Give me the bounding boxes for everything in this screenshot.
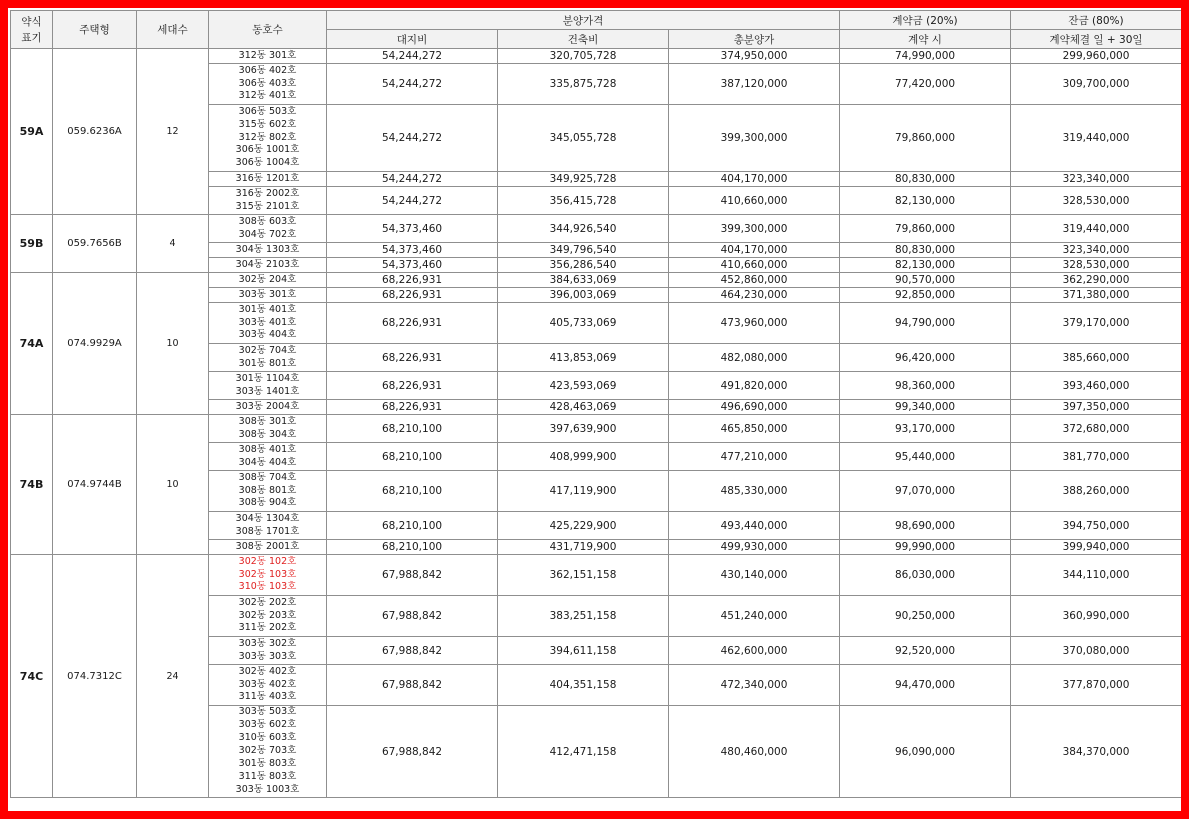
unit-numbers-cell <box>209 187 327 215</box>
header-households: 세대수 <box>137 11 209 49</box>
building-cost-cell: 397,639,900 <box>498 415 669 443</box>
balance-cell: 371,380,000 <box>1011 288 1182 303</box>
unit-number: 304동 1303호 <box>235 243 300 255</box>
unit-number: 312동 401호 <box>238 90 297 102</box>
land-cost-cell: 68,210,100 <box>327 415 498 443</box>
deposit-cell: 95,440,000 <box>840 443 1011 471</box>
total-price-cell: 496,690,000 <box>669 400 840 415</box>
unit-number: 303동 2004호 <box>235 400 300 412</box>
land-cost-cell: 54,244,272 <box>327 49 498 64</box>
unit-number: 306동 1001호 <box>235 144 300 156</box>
unit-numbers-cell <box>209 372 327 400</box>
household-count-cell: 10 <box>137 273 209 415</box>
total-price-cell: 399,300,000 <box>669 105 840 172</box>
building-cost-cell: 425,229,900 <box>498 512 669 540</box>
land-cost-cell: 68,210,100 <box>327 471 498 512</box>
balance-cell: 370,080,000 <box>1011 637 1182 665</box>
land-cost-cell: 54,244,272 <box>327 187 498 215</box>
balance-cell: 385,660,000 <box>1011 344 1182 372</box>
land-cost-cell: 67,988,842 <box>327 637 498 665</box>
type-abbrev: 59B <box>11 215 53 273</box>
unit-number: 316동 1201호 <box>235 172 300 184</box>
building-cost-cell: 417,119,900 <box>498 471 669 512</box>
housing-type-cell: 074.7312C <box>53 555 137 798</box>
balance-cell: 393,460,000 <box>1011 372 1182 400</box>
unit-number: 304동 1304호 <box>235 512 300 524</box>
building-cost-cell: 408,999,900 <box>498 443 669 471</box>
unit-number: 311동 202호 <box>238 622 297 634</box>
unit-number: 302동 703호 <box>238 745 297 757</box>
land-cost-cell: 68,210,100 <box>327 443 498 471</box>
total-price-cell: 473,960,000 <box>669 303 840 344</box>
land-cost-cell: 68,226,931 <box>327 372 498 400</box>
total-price-cell: 482,080,000 <box>669 344 840 372</box>
table-row <box>11 215 1182 243</box>
building-cost-cell: 320,705,728 <box>498 49 669 64</box>
land-cost-cell: 67,988,842 <box>327 665 498 706</box>
land-cost-cell: 54,244,272 <box>327 105 498 172</box>
balance-cell: 377,870,000 <box>1011 665 1182 706</box>
unit-number: 304동 404호 <box>238 456 297 468</box>
deposit-cell: 94,470,000 <box>840 665 1011 706</box>
building-cost-cell: 344,926,540 <box>498 215 669 243</box>
unit-number: 302동 402호 <box>238 665 297 677</box>
unit-number: 301동 1104호 <box>235 372 300 384</box>
balance-cell: 319,440,000 <box>1011 215 1182 243</box>
header-balance: 잔금 (80%) <box>1011 11 1182 30</box>
unit-numbers-cell <box>209 596 327 637</box>
total-price-cell: 374,950,000 <box>669 49 840 64</box>
deposit-cell: 98,690,000 <box>840 512 1011 540</box>
type-abbrev: 74A <box>11 273 53 415</box>
deposit-cell: 79,860,000 <box>840 105 1011 172</box>
unit-number: 308동 603호 <box>238 215 297 227</box>
deposit-cell: 96,090,000 <box>840 706 1011 798</box>
total-price-cell: 485,330,000 <box>669 471 840 512</box>
unit-number: 306동 1004호 <box>235 157 300 169</box>
unit-number: 316동 2002호 <box>235 187 300 199</box>
deposit-cell: 94,790,000 <box>840 303 1011 344</box>
unit-number: 311동 403호 <box>238 691 297 703</box>
header-abbrev: 약식 표기 <box>11 11 53 49</box>
deposit-cell: 92,520,000 <box>840 637 1011 665</box>
deposit-cell: 80,830,000 <box>840 243 1011 258</box>
land-cost-cell: 68,226,931 <box>327 273 498 288</box>
unit-number: 315동 2101호 <box>235 200 300 212</box>
unit-number: 315동 602호 <box>238 118 297 130</box>
total-price-cell: 477,210,000 <box>669 443 840 471</box>
table-body <box>11 49 1182 798</box>
balance-cell: 319,440,000 <box>1011 105 1182 172</box>
balance-cell: 372,680,000 <box>1011 415 1182 443</box>
total-price-cell: 480,460,000 <box>669 706 840 798</box>
total-price-cell: 451,240,000 <box>669 596 840 637</box>
household-count-cell: 4 <box>137 215 209 273</box>
balance-cell: 379,170,000 <box>1011 303 1182 344</box>
unit-number: 303동 301호 <box>238 288 297 300</box>
unit-numbers-cell <box>209 243 327 258</box>
unit-numbers-cell <box>209 637 327 665</box>
unit-number: 302동 102호 <box>238 555 297 567</box>
deposit-cell: 90,570,000 <box>840 273 1011 288</box>
building-cost-cell: 394,611,158 <box>498 637 669 665</box>
land-cost-cell: 68,226,931 <box>327 288 498 303</box>
price-table <box>10 10 1182 798</box>
deposit-cell: 96,420,000 <box>840 344 1011 372</box>
header-housing-type: 주택형 <box>53 11 137 49</box>
land-cost-cell: 67,988,842 <box>327 596 498 637</box>
unit-number: 301동 803호 <box>238 757 297 769</box>
deposit-cell: 74,990,000 <box>840 49 1011 64</box>
unit-number: 302동 103호 <box>238 568 297 580</box>
deposit-cell: 82,130,000 <box>840 258 1011 273</box>
total-price-cell: 430,140,000 <box>669 555 840 596</box>
unit-number: 304동 2103호 <box>235 258 300 270</box>
deposit-cell: 98,360,000 <box>840 372 1011 400</box>
unit-numbers-cell <box>209 540 327 555</box>
unit-number: 302동 203호 <box>238 609 297 621</box>
total-price-cell: 410,660,000 <box>669 187 840 215</box>
total-price-cell: 464,230,000 <box>669 288 840 303</box>
unit-numbers-cell <box>209 273 327 288</box>
building-cost-cell: 428,463,069 <box>498 400 669 415</box>
unit-number: 301동 401호 <box>238 303 297 315</box>
land-cost-cell: 68,210,100 <box>327 512 498 540</box>
header-deposit: 계약금 (20%) <box>840 11 1011 30</box>
unit-number: 303동 402호 <box>238 678 297 690</box>
land-cost-cell: 54,373,460 <box>327 243 498 258</box>
balance-cell: 299,960,000 <box>1011 49 1182 64</box>
table-row <box>11 555 1182 596</box>
building-cost-cell: 423,593,069 <box>498 372 669 400</box>
type-abbrev: 74C <box>11 555 53 798</box>
balance-cell: 344,110,000 <box>1011 555 1182 596</box>
building-cost-cell: 396,003,069 <box>498 288 669 303</box>
total-price-cell: 404,170,000 <box>669 172 840 187</box>
unit-number: 302동 704호 <box>238 344 297 356</box>
unit-number: 308동 704호 <box>238 471 297 483</box>
unit-numbers-cell <box>209 344 327 372</box>
total-price-cell: 399,300,000 <box>669 215 840 243</box>
unit-numbers-cell <box>209 258 327 273</box>
unit-number: 303동 602호 <box>238 719 297 731</box>
header-deposit-when: 계약 시 <box>840 30 1011 49</box>
housing-type-cell: 059.7656B <box>53 215 137 273</box>
balance-cell: 397,350,000 <box>1011 400 1182 415</box>
building-cost-cell: 345,055,728 <box>498 105 669 172</box>
building-cost-cell: 404,351,158 <box>498 665 669 706</box>
unit-numbers-cell <box>209 512 327 540</box>
building-cost-cell: 335,875,728 <box>498 64 669 105</box>
building-cost-cell: 349,796,540 <box>498 243 669 258</box>
land-cost-cell: 54,373,460 <box>327 215 498 243</box>
unit-numbers-cell <box>209 49 327 64</box>
unit-number: 304동 702호 <box>238 228 297 240</box>
balance-cell: 381,770,000 <box>1011 443 1182 471</box>
unit-number: 303동 404호 <box>238 329 297 341</box>
unit-numbers-cell <box>209 303 327 344</box>
unit-numbers-cell <box>209 215 327 243</box>
balance-cell: 360,990,000 <box>1011 596 1182 637</box>
land-cost-cell: 54,244,272 <box>327 172 498 187</box>
header-balance-when: 계약체결 일 + 30일 <box>1011 30 1182 49</box>
total-price-cell: 404,170,000 <box>669 243 840 258</box>
building-cost-cell: 383,251,158 <box>498 596 669 637</box>
balance-cell: 394,750,000 <box>1011 512 1182 540</box>
land-cost-cell: 68,226,931 <box>327 344 498 372</box>
total-price-cell: 462,600,000 <box>669 637 840 665</box>
building-cost-cell: 413,853,069 <box>498 344 669 372</box>
unit-numbers-cell <box>209 64 327 105</box>
unit-number: 303동 503호 <box>238 706 297 718</box>
total-price-cell: 493,440,000 <box>669 512 840 540</box>
total-price-cell: 472,340,000 <box>669 665 840 706</box>
land-cost-cell: 68,226,931 <box>327 400 498 415</box>
total-price-cell: 491,820,000 <box>669 372 840 400</box>
header-sale-price: 분양가격 <box>327 11 840 30</box>
balance-cell: 384,370,000 <box>1011 706 1182 798</box>
balance-cell: 328,530,000 <box>1011 187 1182 215</box>
building-cost-cell: 362,151,158 <box>498 555 669 596</box>
deposit-cell: 97,070,000 <box>840 471 1011 512</box>
total-price-cell: 465,850,000 <box>669 415 840 443</box>
deposit-cell: 77,420,000 <box>840 64 1011 105</box>
building-cost-cell: 349,925,728 <box>498 172 669 187</box>
unit-number: 308동 2001호 <box>235 540 300 552</box>
total-price-cell: 410,660,000 <box>669 258 840 273</box>
housing-type-cell: 059.6236A <box>53 49 137 215</box>
unit-numbers-cell <box>209 415 327 443</box>
deposit-cell: 92,850,000 <box>840 288 1011 303</box>
table-header <box>11 11 1182 49</box>
housing-type-cell: 074.9744B <box>53 415 137 555</box>
type-abbrev: 74B <box>11 415 53 555</box>
type-abbrev: 59A <box>11 49 53 215</box>
unit-number: 311동 803호 <box>238 770 297 782</box>
unit-numbers-cell <box>209 400 327 415</box>
unit-number: 302동 204호 <box>238 273 297 285</box>
deposit-cell: 99,340,000 <box>840 400 1011 415</box>
unit-number: 308동 801호 <box>238 484 297 496</box>
land-cost-cell: 54,373,460 <box>327 258 498 273</box>
land-cost-cell: 67,988,842 <box>327 555 498 596</box>
total-price-cell: 387,120,000 <box>669 64 840 105</box>
building-cost-cell: 412,471,158 <box>498 706 669 798</box>
unit-number: 308동 1701호 <box>235 525 300 537</box>
deposit-cell: 90,250,000 <box>840 596 1011 637</box>
unit-number: 302동 202호 <box>238 596 297 608</box>
unit-number: 310동 103호 <box>238 581 297 593</box>
deposit-cell: 93,170,000 <box>840 415 1011 443</box>
unit-number: 310동 603호 <box>238 732 297 744</box>
header-building: 건축비 <box>498 30 669 49</box>
balance-cell: 309,700,000 <box>1011 64 1182 105</box>
deposit-cell: 82,130,000 <box>840 187 1011 215</box>
unit-numbers-cell <box>209 706 327 798</box>
balance-cell: 323,340,000 <box>1011 243 1182 258</box>
housing-type-cell: 074.9929A <box>53 273 137 415</box>
land-cost-cell: 67,988,842 <box>327 706 498 798</box>
unit-number: 308동 904호 <box>238 497 297 509</box>
unit-numbers-cell <box>209 555 327 596</box>
deposit-cell: 86,030,000 <box>840 555 1011 596</box>
land-cost-cell: 68,210,100 <box>327 540 498 555</box>
header-unit-no: 동호수 <box>209 11 327 49</box>
table-row <box>11 49 1182 64</box>
unit-number: 306동 503호 <box>238 105 297 117</box>
table-row <box>11 415 1182 443</box>
unit-numbers-cell <box>209 172 327 187</box>
unit-number: 306동 403호 <box>238 77 297 89</box>
unit-number: 312동 301호 <box>238 49 297 61</box>
unit-number: 308동 401호 <box>238 443 297 455</box>
household-count-cell: 12 <box>137 49 209 215</box>
total-price-cell: 452,860,000 <box>669 273 840 288</box>
table-row <box>11 273 1182 288</box>
land-cost-cell: 54,244,272 <box>327 64 498 105</box>
balance-cell: 399,940,000 <box>1011 540 1182 555</box>
building-cost-cell: 384,633,069 <box>498 273 669 288</box>
unit-number: 308동 304호 <box>238 428 297 440</box>
unit-numbers-cell <box>209 288 327 303</box>
unit-number: 303동 401호 <box>238 316 297 328</box>
unit-number: 306동 402호 <box>238 64 297 76</box>
unit-numbers-cell <box>209 471 327 512</box>
household-count-cell: 10 <box>137 415 209 555</box>
deposit-cell: 80,830,000 <box>840 172 1011 187</box>
unit-number: 303동 303호 <box>238 650 297 662</box>
unit-numbers-cell <box>209 105 327 172</box>
unit-number: 308동 301호 <box>238 415 297 427</box>
header-total: 총분양가 <box>669 30 840 49</box>
building-cost-cell: 356,415,728 <box>498 187 669 215</box>
unit-number: 303동 1401호 <box>235 385 300 397</box>
unit-numbers-cell <box>209 665 327 706</box>
deposit-cell: 79,860,000 <box>840 215 1011 243</box>
balance-cell: 362,290,000 <box>1011 273 1182 288</box>
building-cost-cell: 431,719,900 <box>498 540 669 555</box>
balance-cell: 388,260,000 <box>1011 471 1182 512</box>
deposit-cell: 99,990,000 <box>840 540 1011 555</box>
unit-numbers-cell <box>209 443 327 471</box>
building-cost-cell: 356,286,540 <box>498 258 669 273</box>
land-cost-cell: 68,226,931 <box>327 303 498 344</box>
unit-number: 301동 801호 <box>238 357 297 369</box>
unit-number: 303동 1003호 <box>235 783 300 795</box>
total-price-cell: 499,930,000 <box>669 540 840 555</box>
unit-number: 303동 302호 <box>238 637 297 649</box>
balance-cell: 323,340,000 <box>1011 172 1182 187</box>
header-land: 대지비 <box>327 30 498 49</box>
balance-cell: 328,530,000 <box>1011 258 1182 273</box>
unit-number: 312동 802호 <box>238 131 297 143</box>
building-cost-cell: 405,733,069 <box>498 303 669 344</box>
household-count-cell: 24 <box>137 555 209 798</box>
